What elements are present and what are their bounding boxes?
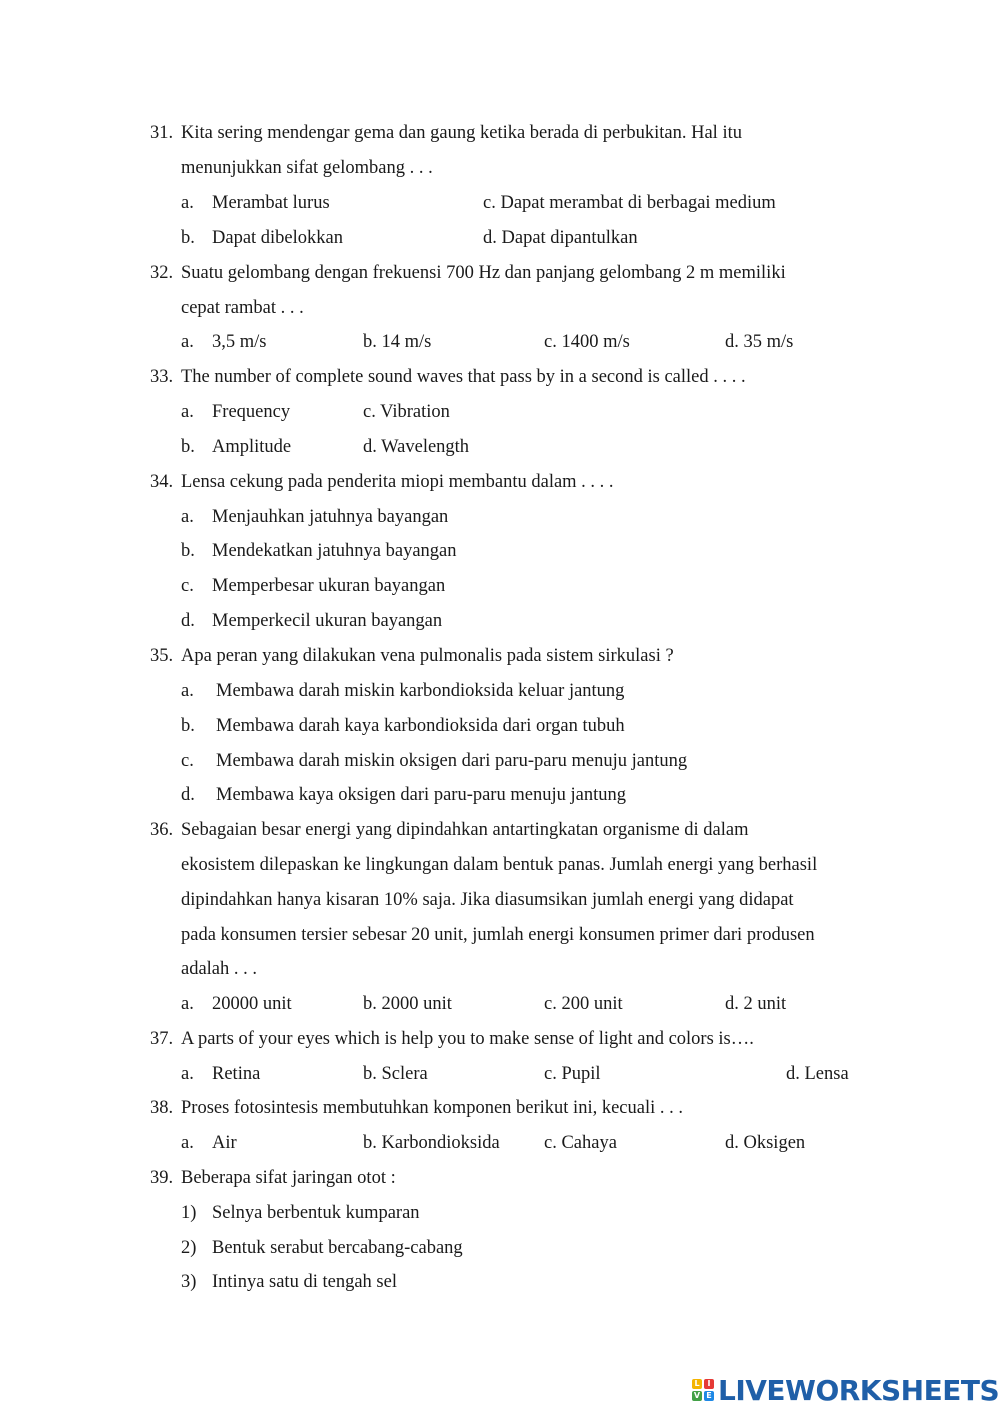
- option-text: d. Dapat dipantulkan: [483, 228, 638, 248]
- question-33-text-line-1: The number of complete sound waves that pass by in a second is called . . . .: [181, 367, 746, 387]
- option-text: Dapat dibelokkan: [212, 228, 343, 248]
- question-32-number: 32.: [150, 263, 174, 283]
- question-31-number: 31.: [150, 123, 174, 143]
- option-text: Merambat lurus: [212, 193, 330, 213]
- question-36-text-line-4: pada konsumen tersier sebesar 20 unit, jumlah energi konsumen primer dari produsen: [181, 925, 815, 945]
- question-32-text-line-2: cepat rambat . . .: [181, 298, 304, 318]
- option-label: a.: [181, 402, 194, 422]
- option-label: a.: [181, 193, 194, 213]
- option-text: c. Dapat merambat di berbagai medium: [483, 193, 776, 213]
- question-37-number: 37.: [150, 1029, 174, 1049]
- option-text: Menjauhkan jatuhnya bayangan: [212, 507, 449, 527]
- option-text: d. 2 unit: [725, 994, 787, 1014]
- option-label: b.: [181, 437, 195, 457]
- option-label: a.: [181, 332, 194, 352]
- option-text: Memperkecil ukuran bayangan: [212, 611, 443, 631]
- question-37-text-line-1: A parts of your eyes which is help you to make sense of light and colors is….: [181, 1029, 754, 1049]
- option-text: 20000 unit: [212, 994, 292, 1014]
- question-34-text-line-1: Lensa cekung pada penderita miopi membantu dalam . . . .: [181, 472, 614, 492]
- question-38-text-line-1: Proses fotosintesis membutuhkan komponen berikut ini, kecuali . . .: [181, 1098, 684, 1118]
- list-item-number: 1): [181, 1203, 197, 1223]
- option-text: c. 1400 m/s: [544, 332, 630, 352]
- question-33-number: 33.: [150, 367, 174, 387]
- option-label: b.: [181, 716, 195, 736]
- question-31-text-line-1: Kita sering mendengar gema dan gaung ketika berada di perbukitan. Hal itu: [181, 123, 742, 143]
- option-label: b.: [181, 228, 195, 248]
- option-label: a.: [181, 994, 194, 1014]
- option-text: b. Sclera: [363, 1064, 428, 1084]
- option-label: a.: [181, 1133, 194, 1153]
- option-text: 3,5 m/s: [212, 332, 267, 352]
- liveworksheets-logo: [692, 1374, 999, 1406]
- option-label: b.: [181, 541, 195, 561]
- option-text: b. 2000 unit: [363, 994, 452, 1014]
- list-item-text: Bentuk serabut bercabang-cabang: [212, 1238, 463, 1258]
- question-38-number: 38.: [150, 1098, 174, 1118]
- question-36-text-line-5: adalah . . .: [181, 959, 258, 979]
- option-text: Air: [212, 1133, 237, 1153]
- question-34-number: 34.: [150, 472, 174, 492]
- question-39-text-line-1: Beberapa sifat jaringan otot :: [181, 1168, 396, 1188]
- option-text: Memperbesar ukuran bayangan: [212, 576, 446, 596]
- option-text: d. 35 m/s: [725, 332, 794, 352]
- option-text: Membawa darah miskin karbondioksida keluar jantung: [216, 681, 625, 701]
- logo-tile: V: [693, 1391, 701, 1400]
- logo-icon: [692, 1379, 714, 1401]
- list-item-number: 3): [181, 1272, 197, 1292]
- question-31-text-line-2: menunjukkan sifat gelombang . . .: [181, 158, 433, 178]
- option-label: d.: [181, 785, 195, 805]
- option-text: d. Lensa: [786, 1064, 849, 1084]
- option-label: a.: [181, 681, 194, 701]
- option-label: d.: [181, 611, 195, 631]
- list-item-text: Intinya satu di tengah sel: [212, 1272, 397, 1292]
- option-text: Amplitude: [212, 437, 292, 457]
- question-35-number: 35.: [150, 646, 174, 666]
- option-text: Retina: [212, 1064, 261, 1084]
- question-35-text-line-1: Apa peran yang dilakukan vena pulmonalis pada sistem sirkulasi ?: [181, 646, 674, 666]
- option-text: c. Cahaya: [544, 1133, 617, 1153]
- list-item-text: Selnya berbentuk kumparan: [212, 1203, 420, 1223]
- list-item-number: 2): [181, 1238, 197, 1258]
- option-text: c. 200 unit: [544, 994, 623, 1014]
- option-text: b. Karbondioksida: [363, 1133, 500, 1153]
- logo-tile: L: [692, 1379, 702, 1389]
- option-text: Membawa darah kaya karbondioksida dari organ tubuh: [216, 716, 625, 736]
- option-text: d. Oksigen: [725, 1133, 806, 1153]
- question-32-text-line-1: Suatu gelombang dengan frekuensi 700 Hz dan panjang gelombang 2 m memiliki: [181, 263, 786, 283]
- option-text: c. Vibration: [363, 402, 450, 422]
- option-text: Frequency: [212, 402, 291, 422]
- option-label: a.: [181, 507, 194, 527]
- question-36-text-line-3: dipindahkan hanya kisaran 10% saja. Jika diasumsikan jumlah energi yang didapat: [181, 890, 794, 910]
- question-36-text-line-1: Sebagaian besar energi yang dipindahkan antartingkatan organisme di dalam: [181, 820, 749, 840]
- logo-tile: E: [704, 1391, 714, 1401]
- option-label: a.: [181, 1064, 194, 1084]
- option-text: d. Wavelength: [363, 437, 470, 457]
- option-text: b. 14 m/s: [363, 332, 432, 352]
- option-text: Membawa darah miskin oksigen dari paru-paru menuju jantung: [216, 751, 688, 771]
- option-text: Mendekatkan jatuhnya bayangan: [212, 541, 457, 561]
- question-39-number: 39.: [150, 1168, 174, 1188]
- question-36-text-line-2: ekosistem dilepaskan ke lingkungan dalam bentuk panas. Jumlah energi yang berhasil: [181, 855, 818, 875]
- logo-text: LIVEWORKSHEETS: [718, 1373, 1000, 1407]
- option-label: c.: [181, 576, 194, 596]
- option-label: c.: [181, 751, 194, 771]
- option-text: Membawa kaya oksigen dari paru-paru menuju jantung: [216, 785, 626, 805]
- logo-tile: I: [704, 1379, 714, 1389]
- question-36-number: 36.: [150, 820, 174, 840]
- option-text: c. Pupil: [544, 1064, 601, 1084]
